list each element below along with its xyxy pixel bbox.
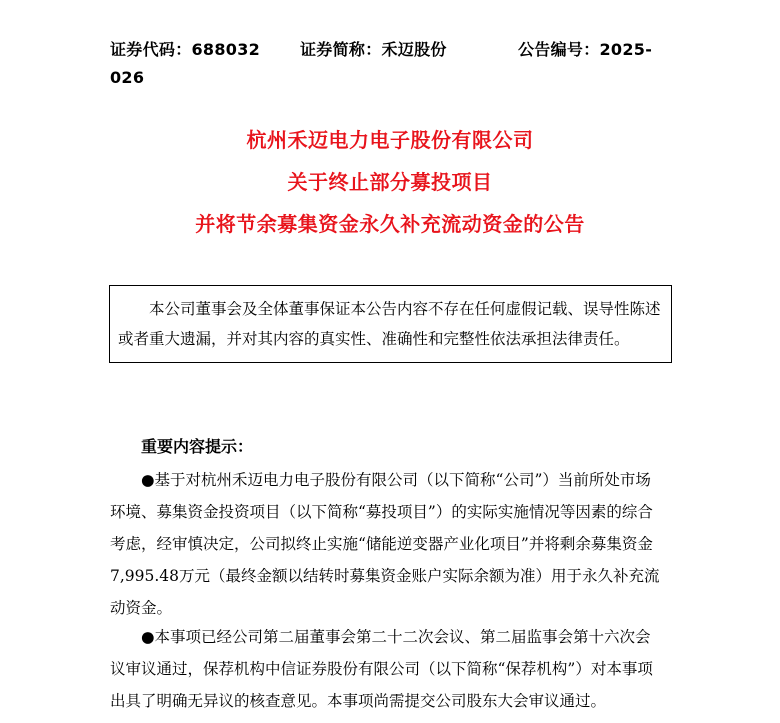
- stock-short-name: 证券简称：禾迈股份: [300, 40, 447, 59]
- title-company: 杭州禾迈电力电子股份有限公司: [246, 128, 534, 152]
- disclaimer-box: [109, 285, 672, 363]
- document-header: [110, 36, 670, 92]
- notice-number-continued: 026: [110, 68, 145, 87]
- disclaimer-text: 本公司董事会及全体董事保证本公告内容不存在任何虚假记载、误导性陈述或者重大遗漏，并对其内容的真实性、准确性和完整性依法承担法律责任。: [118, 300, 661, 348]
- stock-code: 证券代码：688032: [110, 40, 261, 59]
- header-row: [110, 36, 670, 64]
- title-subject-continued: 并将节余募集资金永久补充流动资金的公告: [195, 212, 585, 236]
- title-subject: 关于终止部分募投项目: [287, 170, 493, 194]
- header-row-2: [110, 64, 670, 92]
- key-point-2: ●本事项已经公司第二届董事会第二十二次会议、第二届监事会第十六次会议审议通过，保荐机构中信证券股份有限公司（以下简称“保荐机构”）对本事项出具了明确无异议的核查意见。本事项尚需提交公司股东大会审议通过。: [110, 628, 653, 710]
- key-points-heading: 重要内容提示：: [141, 437, 254, 456]
- key-point-1: ●基于对杭州禾迈电力电子股份有限公司（以下简称“公司”）当前所处市场环境、募集资金投资项目（以下简称“募投项目”）的实际实施情况等因素的综合考虑，经审慎决定，公司拟终止实施“储能逆变器产业化项目”并将剩余募集资金7,995.48万元（最终金额以结转时募集资金账户实际余额为准）用于永久补充流动资金。: [110, 471, 660, 617]
- notice-number: 公告编号：2025-: [518, 40, 653, 59]
